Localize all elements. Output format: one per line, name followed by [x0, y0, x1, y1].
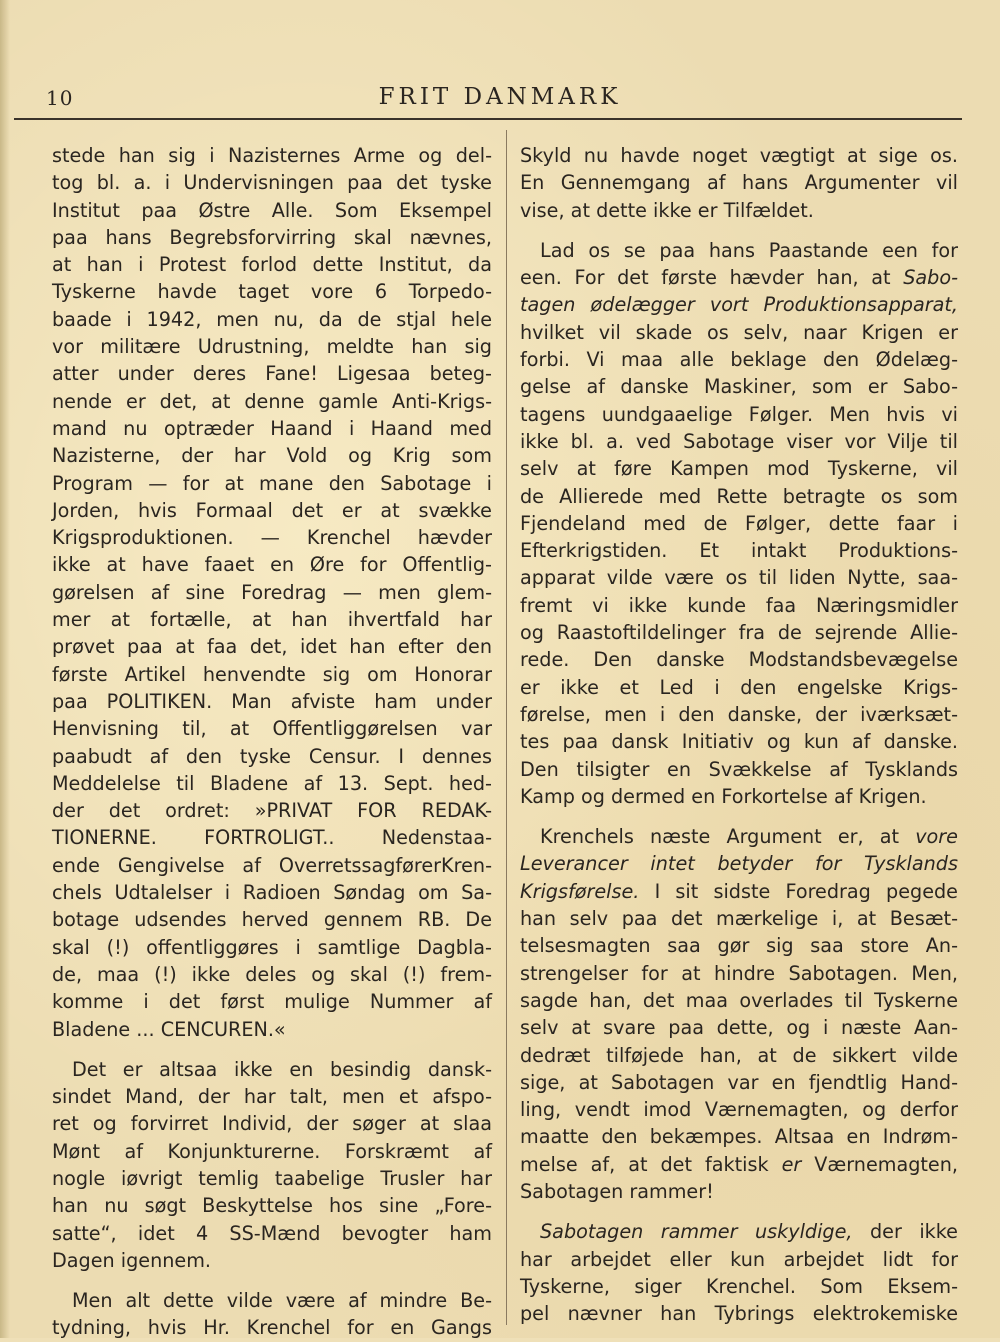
left-paragraph-2 [52, 1056, 492, 1274]
page-edge-shadow [0, 0, 10, 1338]
text-run: Krenchels næste Argument er, at [540, 825, 916, 849]
left-paragraph-3 [52, 1287, 492, 1342]
column-divider [506, 130, 507, 1325]
text-line: Bladene ... CENCUREN.« [52, 1017, 286, 1041]
text-line: telsesmagten saa gør sig saa store An- [520, 934, 958, 958]
text-line: Meddelelse til Bladene af 13. Sept. hed- [52, 771, 492, 795]
text-line: fremt vi ikke kunde faa Næringsmidler [520, 593, 958, 617]
text-line: Dagen igennem. [52, 1248, 212, 1272]
text-line: Henvisning til, at Offentliggørelsen var [52, 717, 492, 741]
text-line: Tyskerne, siger Krenchel. Som Eksem- [520, 1274, 958, 1298]
italic-text: vore [915, 825, 958, 849]
text-line: paabudt af den tyske Censur. I dennes [52, 744, 492, 768]
text-line: tog bl. a. i Undervisningen paa det tyske [52, 171, 492, 195]
right-column [520, 142, 958, 1327]
italic-text: tagen ødelægger vort Produktionsapparat, [520, 293, 958, 317]
text-line: atter under deres Fane! Ligesaa beteg- [52, 362, 492, 386]
text-line: botage udsendes herved gennem RB. De [52, 908, 492, 932]
text-line: chels Udtalelser i Radioen Søndag om Sa- [52, 881, 492, 905]
text-line: han selv paa det mærkelige i, at Besæt- [520, 907, 958, 931]
text-line [520, 1151, 958, 1178]
text-line: tagens uundgaaelige Følger. Men hvis vi [520, 402, 958, 426]
text-line: er ikke et Led i den engelske Krigs- [520, 675, 958, 699]
text-line [520, 878, 958, 905]
text-line: ikke at have faaet en Øre for Offentlig- [52, 553, 492, 577]
text-line: dedræt tilføjede han, at de sikkert vilde [520, 1043, 958, 1067]
text-line: og Raastoftildelinger fra de sejrende Allie- [520, 621, 958, 645]
text-line: ende Gengivelse af OverretssagførerKren- [52, 853, 492, 877]
page-header [38, 80, 962, 120]
text-line: satte“, idet 4 SS-Mænd bevogter ham [52, 1221, 492, 1245]
text-line: skal (!) offentliggøres i samtlige Dagbla- [52, 935, 492, 959]
text-line: paa hans Begrebsforvirring skal nævnes, [52, 225, 492, 249]
text-line [520, 291, 958, 318]
text-run: der ikke [852, 1220, 958, 1244]
text-line: der det ordret: »PRIVAT FOR REDAK- [52, 799, 492, 823]
header-rule [14, 118, 962, 120]
text-line: første Artikel henvendte sig om Honorar [52, 662, 492, 686]
right-paragraph-1 [520, 142, 958, 224]
text-line: førelse, men i den danske, der iværksæt- [520, 702, 958, 726]
text-line: Krigsproduktionen. — Krenchel hævder [52, 526, 492, 550]
text-line: har arbejdet eller kun arbejdet lidt for [520, 1247, 958, 1271]
text-line: Skyld nu havde noget vægtigt at sige os. [520, 144, 958, 167]
text-line: Nazisterne, der har Vold og Krig som [52, 444, 492, 468]
running-title: FRIT DANMARK [378, 84, 622, 110]
text-line: Men alt dette vilde være af mindre Be- [72, 1289, 492, 1313]
text-line: tes paa dansk Initiativ og kun af danske. [520, 730, 958, 754]
text-line: de Allierede med Rette betragte os som [520, 484, 958, 508]
text-line: Sabotagen rammer! [520, 1179, 714, 1203]
text-line [520, 850, 958, 877]
text-line: nogle iøvrigt temlig taabelige Trusler har [52, 1166, 492, 1190]
italic-text: Sabotagen rammer uskyldige, [540, 1220, 853, 1244]
text-run: I sit sidste Foredrag pegede [639, 879, 958, 903]
text-line: strengelser for at hindre Sabotagen. Men, [520, 961, 958, 985]
italic-text: Leverancer intet betyder for Tysklands [520, 852, 958, 876]
text-line: ikke bl. a. ved Sabotage viser vor Vilje til [520, 429, 958, 453]
text-line: rede. Den danske Modstandsbevægelse [520, 648, 958, 672]
text-line: Institut paa Østre Alle. Som Eksempel [52, 198, 492, 222]
text-line: han nu søgt Beskyttelse hos sine „Fore- [52, 1194, 492, 1218]
text-line: Jorden, hvis Formaal det er at svække [52, 498, 492, 522]
text-line: selv at svare paa dette, og i næste Aan- [520, 1016, 958, 1040]
text-line: Det er altsaa ikke en besindig dansk- [72, 1057, 492, 1081]
text-line: vise, at dette ikke er Tilfældet. [520, 198, 814, 222]
text-line: Mønt af Konjunkturerne. Forskræmt af [52, 1139, 492, 1163]
text-line: Fjendeland med de Følger, dette faar i [520, 511, 958, 535]
text-line: sagde han, det maa overlades til Tyskerne [520, 988, 958, 1012]
text-run: melse af, at det faktisk [520, 1152, 782, 1176]
text-line: Den tilsigter en Svækkelse af Tysklands [520, 757, 958, 781]
right-paragraph-2 [520, 237, 958, 810]
text-line: mand nu optræder Haand i Haand med [52, 416, 492, 440]
text-line: gelse af danske Maskiner, som er Sabo- [520, 375, 958, 399]
text-line: pel nævner han Tybrings elektrokemiske [520, 1302, 958, 1326]
text-line: gørelsen af sine Foredrag — men glem- [52, 580, 492, 604]
text-line: de, maa (!) ikke deles og skal (!) frem- [52, 962, 492, 986]
text-line: vor militære Udrustning, meldte han sig [52, 335, 492, 359]
text-line: stede han sig i Nazisternes Arme og del- [52, 144, 492, 167]
text-run: een. For det første hævder han, at [520, 266, 904, 290]
text-line: at han i Protest forlod dette Institut, da [52, 253, 492, 277]
right-paragraph-3 [520, 823, 958, 1205]
right-paragraph-4 [520, 1218, 958, 1327]
text-line [520, 1218, 958, 1245]
page-number: 10 [46, 86, 74, 110]
text-line: Tyskerne havde taget vore 6 Torpedo- [52, 280, 492, 304]
text-line: prøvet paa at faa det, idet han efter den [52, 635, 492, 659]
italic-text: Sabo- [903, 266, 958, 290]
text-line: En Gennemgang af hans Argumenter vil [520, 171, 958, 195]
text-line: sige, at Sabotagen var en fjendtlig Hand- [520, 1070, 958, 1094]
text-line: sindet Mand, der har talt, men et afspo- [52, 1085, 492, 1109]
text-line: nende er det, at denne gamle Anti-Krigs- [52, 389, 492, 413]
left-paragraph-1 [52, 142, 492, 1043]
text-line: apparat vilde være os til liden Nytte, saa- [520, 566, 958, 590]
text-line: selv at føre Kampen mod Tyskerne, vil [520, 457, 958, 481]
text-line: mer at fortælle, at han ihvertfald har [52, 608, 492, 632]
text-line: Efterkrigstiden. Et intakt Produktions- [520, 539, 958, 563]
text-line: ling, vendt imod Værnemagten, og derfor [520, 1098, 958, 1122]
italic-text: Krigsførelse. [520, 879, 640, 903]
text-line: forbi. Vi maa alle beklage den Ødelæg- [520, 348, 958, 372]
text-run: Værnemagten, [801, 1152, 958, 1176]
text-line: tydning, hvis Hr. Krenchel for en Gangs [52, 1316, 492, 1340]
text-line: paa POLITIKEN. Man afviste ham under [52, 689, 492, 713]
text-line: baade i 1942, men nu, da de stjal hele [52, 307, 492, 331]
text-line: komme i det først mulige Nummer af [52, 990, 492, 1014]
italic-text: er [781, 1152, 802, 1176]
text-line [520, 823, 958, 850]
text-line: Program — for at mane den Sabotage i [52, 471, 492, 495]
text-line: hvilket vil skade os selv, naar Krigen er [520, 320, 958, 344]
text-line: maatte den bekæmpes. Altsaa en Indrøm- [520, 1125, 958, 1149]
left-column [52, 142, 492, 1342]
text-line [520, 264, 958, 291]
text-line: TIONERNE. FORTROLIGT.. Nedenstaa- [52, 826, 492, 850]
text-line: Lad os se paa hans Paastande een for [540, 238, 958, 262]
text-line: Kamp og dermed en Forkortelse af Krigen. [520, 784, 927, 808]
text-line: ret og forvirret Individ, der søger at slaa [52, 1112, 492, 1136]
